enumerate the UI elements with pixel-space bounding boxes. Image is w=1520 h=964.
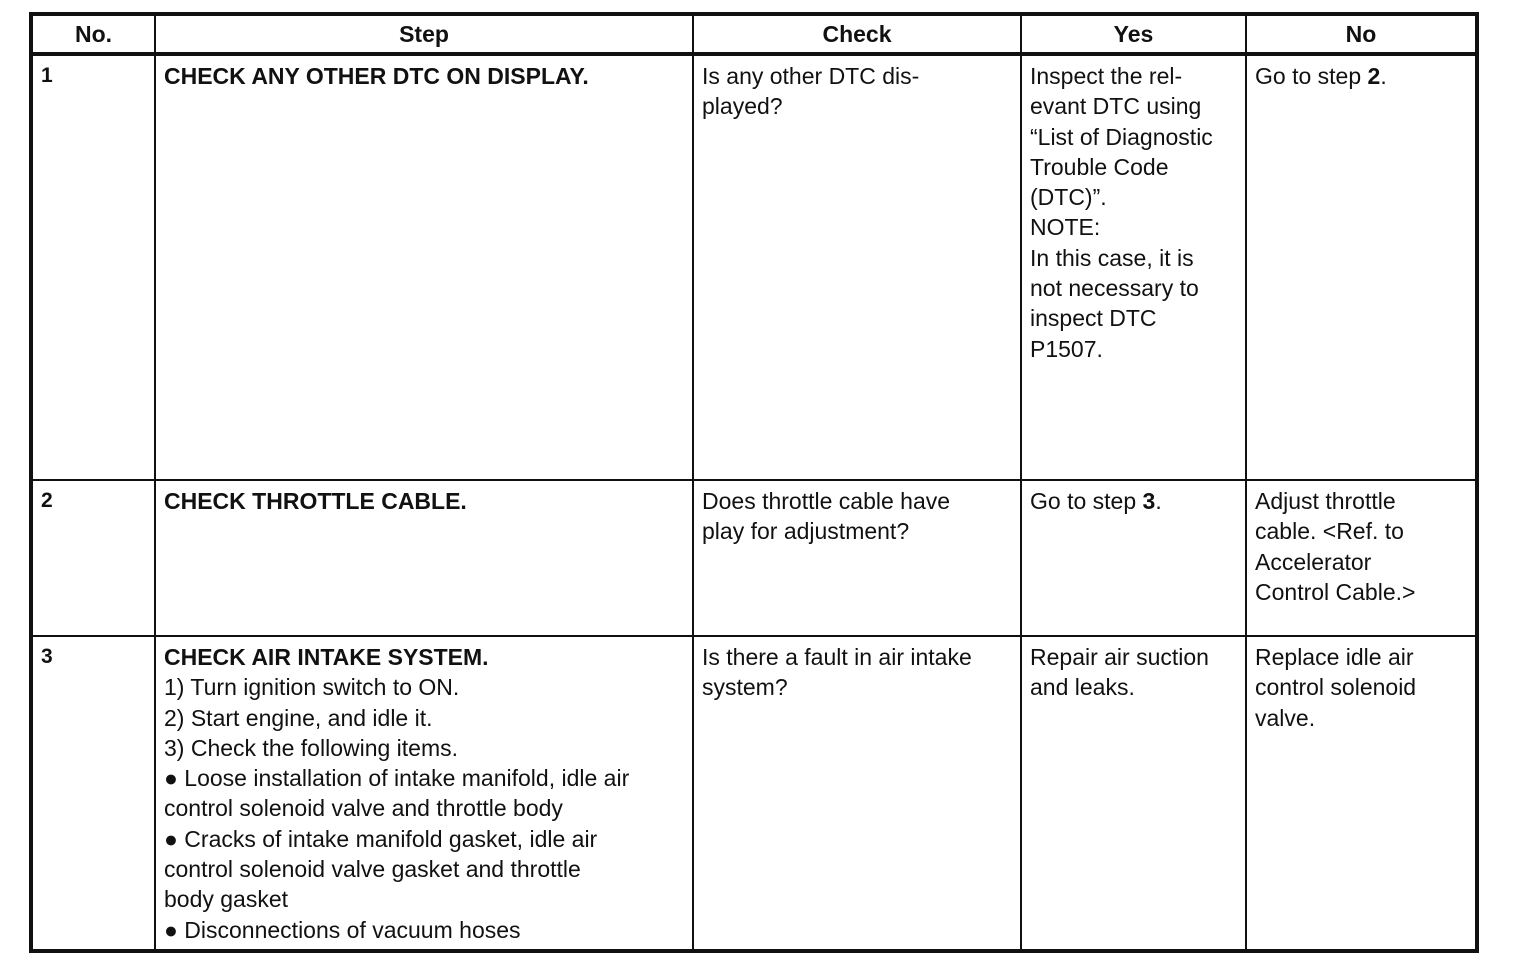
step-cell — [155, 636, 693, 951]
bullet-continuation: control solenoid valve gasket and throttle — [164, 856, 581, 883]
bullet-continuation: body gasket — [164, 886, 289, 913]
yes-text-line: In this case, it is — [1030, 244, 1194, 271]
bullet-item — [164, 763, 684, 793]
no-text-line: control solenoid — [1255, 674, 1417, 701]
header-yes: Yes — [1021, 14, 1246, 54]
yes-text-line: and leaks. — [1030, 674, 1135, 701]
check-text-line: play for adjustment? — [702, 518, 910, 545]
check-text-line: Is there a fault in air intake — [702, 644, 972, 670]
yes-text-line: Trouble Code — [1030, 153, 1169, 180]
note-label: NOTE: — [1030, 214, 1101, 241]
bullet-icon: ● — [164, 765, 178, 792]
no-text-end: . — [1380, 63, 1387, 89]
check-text-line: Is any other DTC dis- — [702, 63, 920, 89]
step-cell — [155, 54, 693, 480]
yes-text-line: (DTC)”. — [1030, 184, 1107, 211]
yes-text-line: P1507. — [1030, 335, 1103, 362]
no-text-line: valve. — [1255, 704, 1316, 731]
bullet-text: Disconnections of vacuum hoses — [184, 916, 521, 943]
check-text-line: played? — [702, 93, 783, 120]
no-text-line: Accelerator — [1255, 548, 1372, 575]
yes-cell — [1021, 636, 1246, 951]
step-number: 1 — [41, 64, 53, 87]
yes-text-line: evant DTC using — [1030, 93, 1202, 120]
header-no: No. — [31, 14, 155, 54]
bullet-item — [164, 915, 684, 945]
bullet-item — [164, 824, 684, 854]
bullet-icon: ● — [164, 825, 178, 852]
step-cell — [155, 480, 693, 636]
yes-text-end: . — [1155, 488, 1162, 514]
no-text-line: Adjust throttle — [1255, 488, 1396, 514]
check-text-line: system? — [702, 674, 788, 701]
step-number-cell — [31, 480, 155, 636]
bullet-text: Loose installation of intake manifold, idle air — [184, 765, 630, 792]
table-row — [31, 636, 1477, 951]
step-reference: 3 — [1142, 488, 1156, 514]
step-reference: 2 — [1367, 63, 1381, 89]
header-row — [31, 14, 1477, 54]
yes-cell — [1021, 54, 1246, 480]
bullet-icon: ● — [164, 916, 178, 943]
check-cell — [693, 636, 1021, 951]
bullet-continuation: control solenoid valve and throttle body — [164, 795, 563, 822]
no-cell — [1246, 480, 1477, 636]
no-text-line: cable. <Ref. to — [1255, 518, 1404, 545]
header-check: Check — [693, 14, 1021, 54]
no-text-line: Control Cable.> — [1255, 578, 1416, 605]
step-number: 2 — [41, 489, 53, 512]
procedure-line: 3) Check the following items. — [164, 734, 459, 761]
yes-text-line: Repair air suction — [1030, 644, 1209, 670]
step-title: CHECK ANY OTHER DTC ON DISPLAY. — [164, 63, 589, 89]
check-cell — [693, 480, 1021, 636]
bullet-text: Cracks of intake manifold gasket, idle air — [184, 825, 598, 852]
yes-text-line: “List of Diagnostic — [1030, 123, 1213, 150]
yes-cell — [1021, 480, 1246, 636]
step-number-cell — [31, 636, 155, 951]
step-number: 3 — [41, 645, 53, 668]
no-cell — [1246, 636, 1477, 951]
check-cell — [693, 54, 1021, 480]
procedure-line: 2) Start engine, and idle it. — [164, 704, 433, 731]
procedure-line: 1) Turn ignition switch to ON. — [164, 674, 460, 701]
table-row — [31, 54, 1477, 480]
no-cell — [1246, 54, 1477, 480]
diagnostic-table — [29, 12, 1479, 953]
yes-text-line: not necessary to — [1030, 275, 1199, 302]
table-row — [31, 480, 1477, 636]
yes-text: Go to step — [1030, 488, 1143, 514]
no-text: Go to step — [1255, 63, 1368, 89]
step-title: CHECK THROTTLE CABLE. — [164, 488, 467, 514]
check-text-line: Does throttle cable have — [702, 488, 951, 514]
header-no-result: No — [1246, 14, 1477, 54]
no-text-line: Replace idle air — [1255, 644, 1414, 670]
yes-text-line: inspect DTC — [1030, 305, 1157, 332]
header-step: Step — [155, 14, 693, 54]
step-number-cell — [31, 54, 155, 480]
yes-text-line: Inspect the rel- — [1030, 63, 1183, 89]
step-title: CHECK AIR INTAKE SYSTEM. — [164, 644, 489, 670]
